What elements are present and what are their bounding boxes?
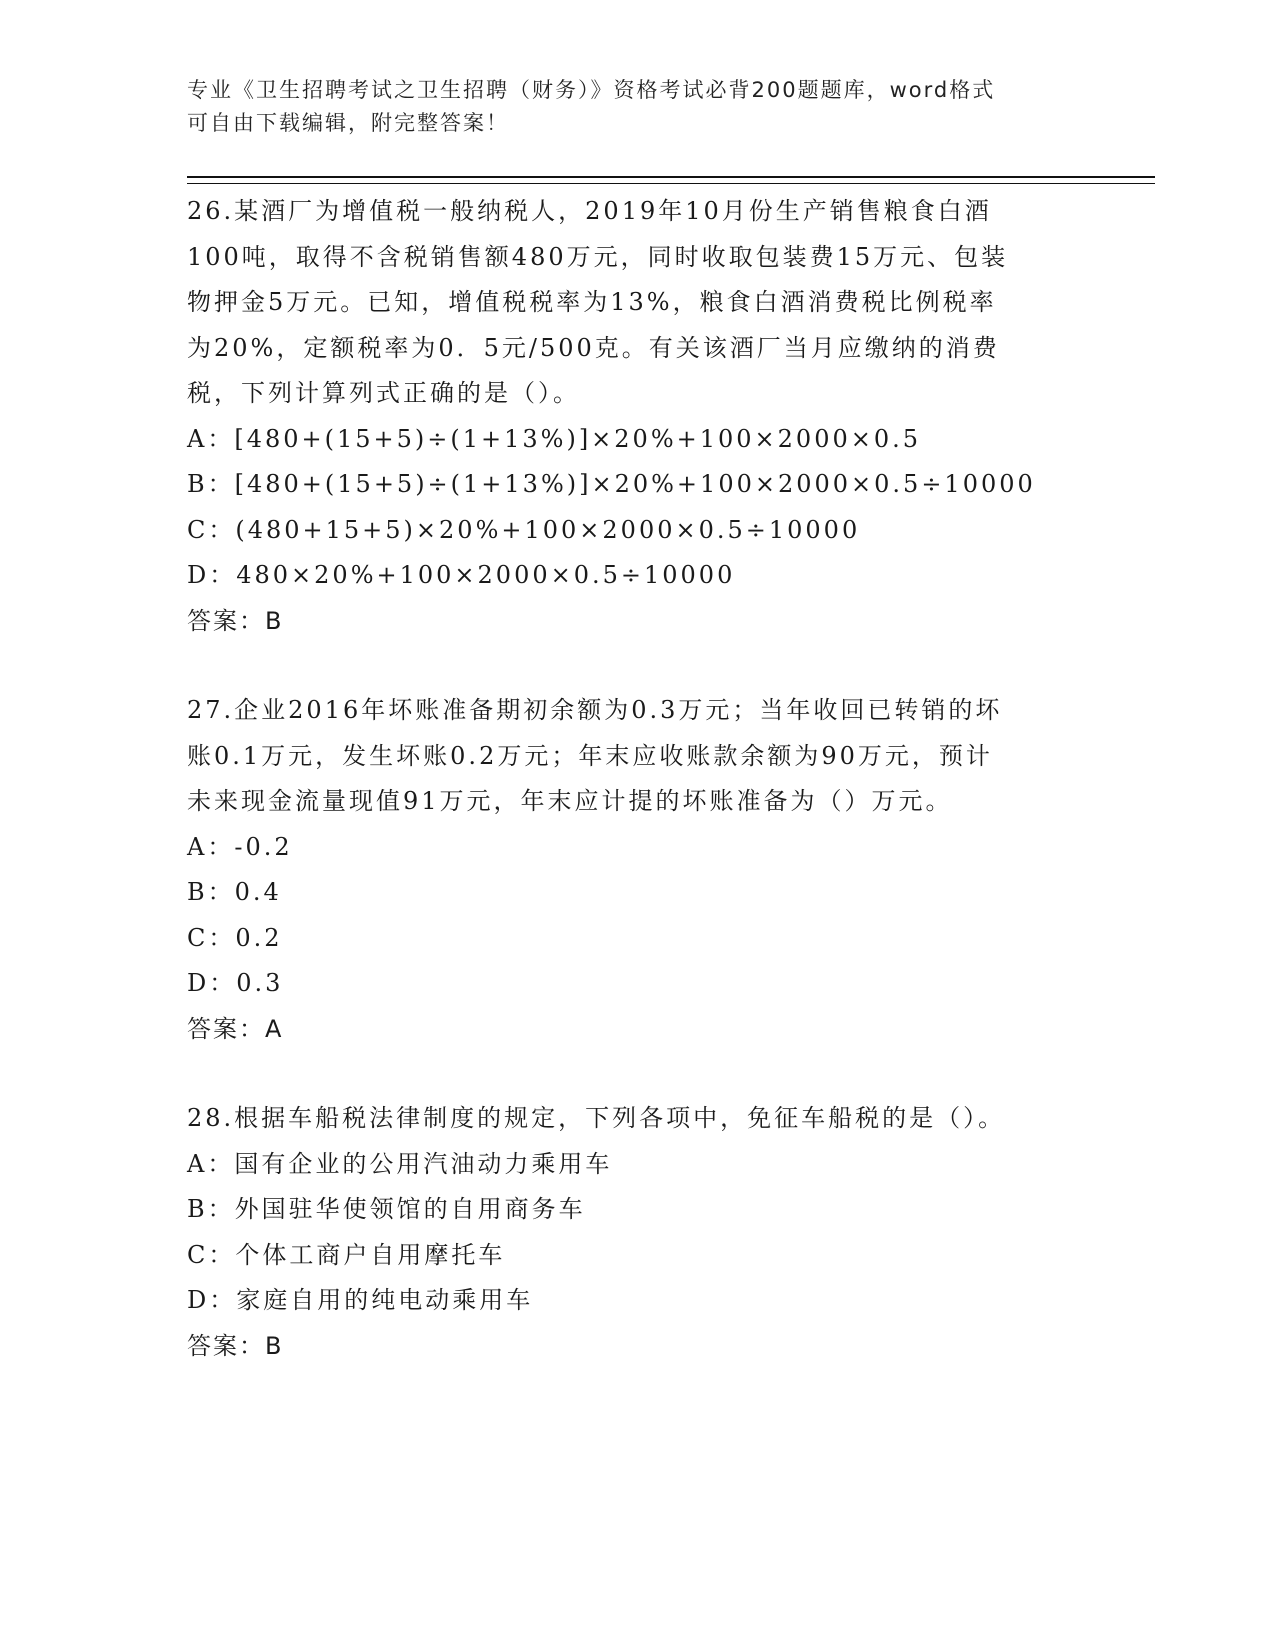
option-c: C：(480+15+5)×20%+100×2000×0.5÷10000 bbox=[187, 515, 861, 544]
header-divider-thin bbox=[187, 183, 1155, 184]
question-stem-line: 27.企业2016年坏账准备期初余额为0.3万元；当年收回已转销的坏 bbox=[187, 696, 1003, 724]
option-a: A：[480+(15+5)÷(1+13%)]×20%+100×2000×0.5 bbox=[187, 424, 922, 453]
answer-line: 答案：B bbox=[187, 1331, 284, 1360]
question-stem-line: 物押金5万元。已知，增值税税率为13%，粮食白酒消费税比例税率 bbox=[187, 288, 997, 316]
question-stem-line: 税，下列计算列式正确的是（）。 bbox=[187, 379, 580, 407]
option-b: B：外国驻华使领馆的自用商务车 bbox=[187, 1195, 586, 1223]
question-stem-line: 100吨，取得不含税销售额480万元，同时收取包装费15万元、包装 bbox=[187, 242, 1009, 271]
option-d: D：0.3 bbox=[187, 969, 284, 997]
question-27 bbox=[187, 688, 1087, 1052]
question-stem-line: 未来现金流量现值91万元，年末应计提的坏账准备为（）万元。 bbox=[187, 787, 953, 815]
option-b: B：[480+(15+5)÷(1+13%)]×20%+100×2000×0.5÷10000 bbox=[187, 470, 1036, 498]
question-stem-line: 28.根据车船税法律制度的规定，下列各项中，免征车船税的是（）。 bbox=[187, 1104, 1006, 1132]
question-stem-line: 为20%，定额税率为0．5元/500克。有关该酒厂当月应缴纳的消费 bbox=[187, 333, 1000, 362]
option-d: D：家庭自用的纯电动乘用车 bbox=[187, 1286, 534, 1314]
question-stem-line: 26.某酒厂为增值税一般纳税人，2019年10月份生产销售粮食白酒 bbox=[187, 197, 992, 225]
header-line-1: 专业《卫生招聘考试之卫生招聘（财务）》资格考试必背200题题库，word格式 bbox=[187, 78, 996, 102]
option-a: A：国有企业的公用汽油动力乘用车 bbox=[187, 1149, 613, 1178]
option-c: C：0.2 bbox=[187, 923, 283, 952]
question-stem-line: 账0.1万元，发生坏账0.2万元；年末应收账款余额为90万元，预计 bbox=[187, 741, 993, 770]
option-a: A：-0.2 bbox=[187, 832, 293, 861]
header-line-2: 可自由下载编辑，附完整答案！ bbox=[187, 111, 509, 135]
option-c: C：个体工商户自用摩托车 bbox=[187, 1240, 506, 1269]
question-26 bbox=[187, 189, 1087, 644]
header-divider-thick bbox=[187, 176, 1155, 178]
document-header bbox=[187, 74, 1087, 140]
question-28 bbox=[187, 1096, 1087, 1369]
answer-line: 答案：B bbox=[187, 606, 284, 635]
answer-line: 答案：A bbox=[187, 1014, 284, 1043]
option-b: B：0.4 bbox=[187, 878, 282, 906]
option-d: D：480×20%+100×2000×0.5÷10000 bbox=[187, 561, 736, 589]
